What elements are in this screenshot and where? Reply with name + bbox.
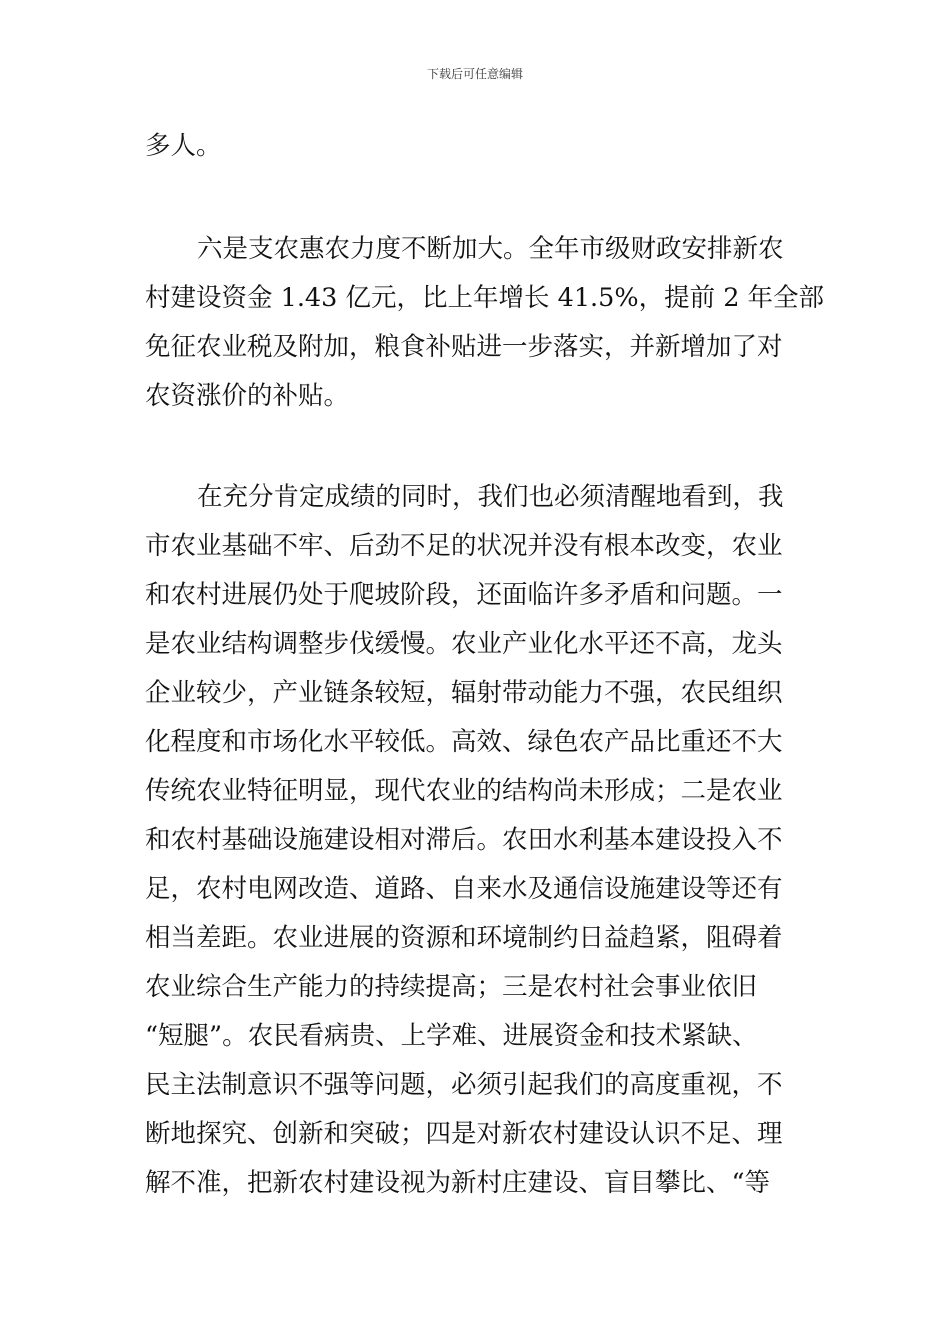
text-line: 多人。 <box>145 131 222 161</box>
text-line: 民主法制意识不强等问题，必须引起我们的高度重视，不 <box>145 1070 783 1100</box>
text-line: 免征农业税及附加，粮食补贴进一步落实，并新增加了对 <box>145 332 783 362</box>
text-line: 市农业基础不牢、后劲不足的状况并没有根本改变，农业 <box>145 531 783 561</box>
text-line: 传统农业特征明显，现代农业的结构尚未形成；二是农业 <box>145 776 783 806</box>
text-line: 足，农村电网改造、道路、自来水及通信设施建设等还有 <box>145 874 783 904</box>
page-header: 下载后可任意编辑 <box>426 67 523 81</box>
text-line: 相当差距。农业进展的资源和环境制约日益趋紧，阻碍着 <box>145 923 783 953</box>
text-line: 解不准，把新农村建设视为新村庄建设、盲目攀比、“等 <box>145 1168 771 1198</box>
text-line: 村建设资金 1.43 亿元，比上年增长 41.5%，提前 2 年全部 <box>145 283 825 313</box>
text-line: “短腿”。农民看病贵、上学难、进展资金和技术紧缺、 <box>145 1021 758 1051</box>
text-line: 是农业结构调整步伐缓慢。农业产业化水平还不高，龙头 <box>145 629 783 659</box>
text-line: 农资涨价的补贴。 <box>145 381 350 411</box>
text-line: 和农村基础设施建设相对滞后。农田水利基本建设投入不 <box>145 825 783 855</box>
paragraph-first-line: 六是支农惠农力度不断加大。全年市级财政安排新农 <box>197 234 784 264</box>
text-line: 化程度和市场化水平较低。高效、绿色农产品比重还不大 <box>145 727 783 757</box>
text-line: 企业较少，产业链条较短，辐射带动能力不强，农民组织 <box>145 678 783 708</box>
text-line: 断地探究、创新和突破；四是对新农村建设认识不足、理 <box>145 1119 783 1149</box>
text-line: 农业综合生产能力的持续提高；三是农村社会事业依旧 <box>145 972 758 1002</box>
paragraph-first-line: 在充分肯定成绩的同时，我们也必须清醒地看到，我 <box>197 482 784 512</box>
text-line: 和农村进展仍处于爬坡阶段，还面临许多矛盾和问题。一 <box>145 580 783 610</box>
